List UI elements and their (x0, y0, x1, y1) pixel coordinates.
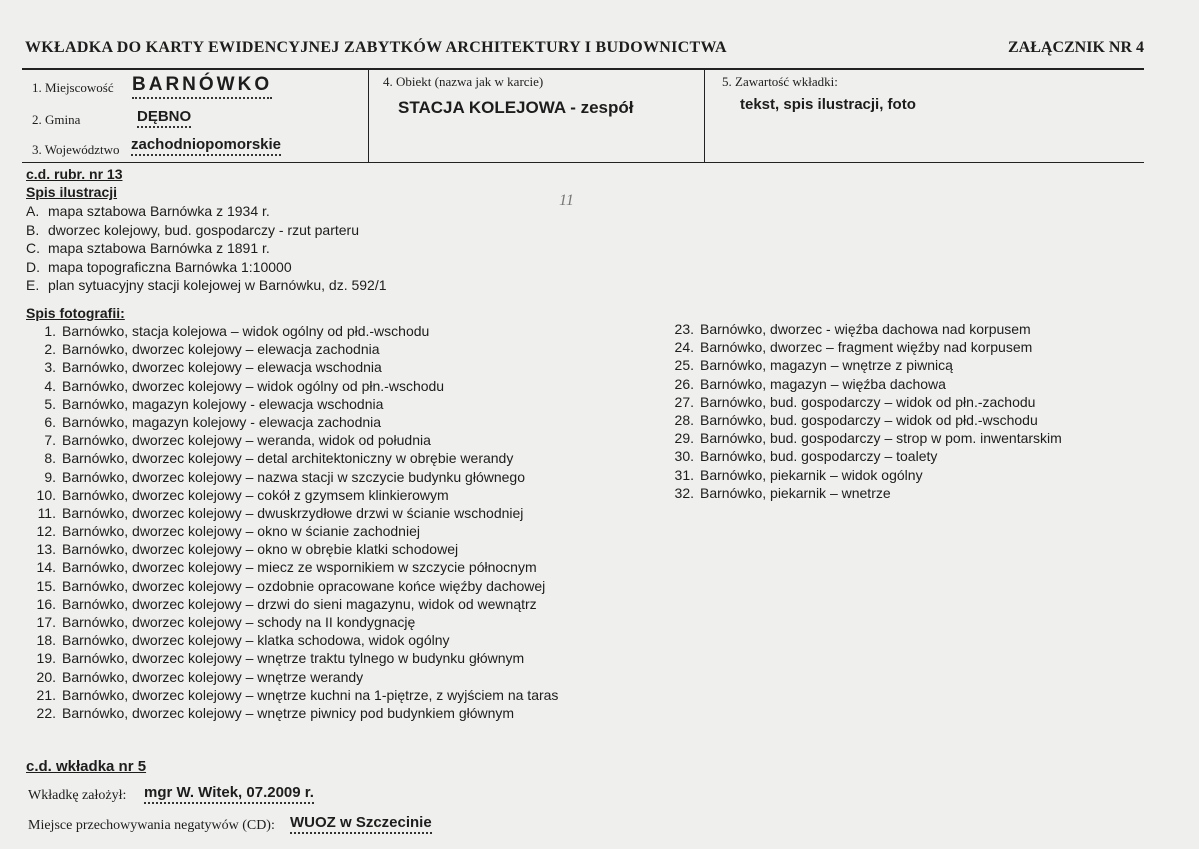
item-number: 29. (674, 430, 694, 447)
photos-list-left (26, 322, 558, 722)
continuation-heading: c.d. rubr. nr 13 (26, 166, 123, 182)
item-number: 8. (44, 450, 56, 467)
commune-value: DĘBNO (137, 108, 191, 128)
list-item (26, 522, 558, 540)
created-label: Wkładkę założył: (28, 788, 127, 803)
contents-value: tekst, spis ilustracji, foto (740, 96, 916, 113)
page-title: WKŁADKA DO KARTY EWIDENCYJNEJ ZABYTKÓW ARCHITEKTURY I BUDOWNICTWA (25, 39, 727, 56)
item-number: 20. (36, 668, 56, 685)
item-text: Barnówko, piekarnik – widok ogólny (700, 466, 923, 483)
table-divider-1 (368, 69, 369, 163)
list-item (26, 239, 387, 258)
item-number: 6. (44, 413, 56, 430)
item-text: Barnówko, dworzec kolejowy – okno w ścianie zachodniej (62, 523, 420, 540)
list-item (26, 358, 558, 376)
list-item (664, 484, 1062, 502)
item-number: 32. (674, 484, 694, 501)
item-text: Barnówko, dworzec kolejowy – widok ogólny od płn.-wschodu (62, 377, 445, 394)
item-text: Barnówko, dworzec kolejowy – weranda, widok od południa (62, 432, 431, 449)
item-text: Barnówko, magazyn – więźba dachowa (700, 375, 946, 392)
list-item (26, 431, 558, 449)
list-item (26, 595, 558, 613)
item-number: 12. (36, 523, 56, 540)
item-text: Barnówko, bud. gospodarczy – widok od płd.-wschodu (700, 411, 1038, 428)
item-number: 10. (36, 486, 56, 503)
item-text: Barnówko, bud. gospodarczy – strop w pom. inwentarskim (700, 430, 1062, 447)
item-number: 3. (44, 359, 56, 376)
list-item (26, 395, 558, 413)
illustrations-list (26, 202, 387, 295)
item-text: Barnówko, dworzec kolejowy – okno w obrębie klatki schodowej (62, 541, 459, 558)
list-item (26, 558, 558, 576)
list-item (26, 322, 558, 340)
attachment-number: ZAŁĄCZNIK NR 4 (1007, 39, 1144, 56)
item-number: 7. (44, 432, 56, 449)
list-item (26, 540, 558, 558)
voivodeship-label: 3. Województwo (32, 142, 120, 157)
storage-value: WUOZ w Szczecinie (290, 814, 432, 834)
list-item (26, 340, 558, 358)
list-item (26, 631, 558, 649)
list-item (664, 356, 1062, 374)
item-number: 2. (44, 341, 56, 358)
illustrations-heading: Spis ilustracji (26, 184, 118, 200)
list-item (26, 486, 558, 504)
item-number: 26. (674, 375, 694, 392)
item-text: Barnówko, dworzec - więźba dachowa nad korpusem (700, 321, 1031, 337)
list-item (26, 504, 558, 522)
list-item (26, 649, 558, 667)
list-item (26, 449, 558, 467)
item-number: 15. (36, 577, 56, 594)
item-text: plan sytuacyjny stacji kolejowej w Barnówku, dz. 592/1 (48, 277, 387, 294)
item-text: Barnówko, dworzec kolejowy – klatka schodowa, widok ogólny (62, 632, 450, 649)
commune-label: 2. Gmina (32, 112, 81, 127)
item-text: Barnówko, dworzec kolejowy – schody na II kondygnację (62, 614, 416, 630)
created-value: mgr W. Witek, 07.2009 r. (144, 784, 314, 804)
storage-label: Miejsce przechowywania negatywów (CD): (28, 818, 275, 833)
list-item (26, 668, 558, 686)
list-item (26, 221, 387, 240)
item-number: 16. (36, 595, 56, 612)
list-item (664, 429, 1062, 447)
list-item (26, 686, 558, 704)
place-value: BARNÓWKO (132, 74, 272, 99)
item-number: 28. (674, 411, 694, 428)
list-item (664, 466, 1062, 484)
item-number: 21. (36, 686, 56, 703)
item-text: Barnówko, dworzec kolejowy – wnętrze traktu tylnego w budynku głównym (62, 650, 525, 667)
table-bottom-border (22, 162, 1144, 163)
item-number: 25. (674, 357, 694, 374)
next-insert-heading: c.d. wkładka nr 5 (26, 758, 147, 775)
item-text: Barnówko, bud. gospodarczy – widok od płn.-zachodu (700, 393, 1036, 410)
table-top-border (22, 68, 1144, 70)
item-text: Barnówko, bud. gospodarczy – toalety (700, 448, 938, 465)
item-number: 4. (44, 377, 56, 394)
table-divider-2 (704, 69, 705, 163)
item-number: 22. (36, 704, 56, 721)
object-label: 4. Obiekt (nazwa jak w karcie) (383, 74, 544, 89)
item-text: Barnówko, magazyn – wnętrze z piwnicą (700, 357, 953, 374)
item-text: Barnówko, dworzec kolejowy – nazwa stacji w szczycie budynku głównego (62, 468, 525, 485)
item-text: Barnówko, piekarnik – wnetrze (700, 484, 891, 501)
item-number: 31. (674, 466, 694, 483)
photos-heading: Spis fotografii: (26, 305, 125, 321)
item-text: Barnówko, dworzec – fragment więźby nad korpusem (700, 339, 1033, 356)
item-text: Barnówko, dworzec kolejowy – wnętrze piwnicy pod budynkiem głównym (62, 704, 515, 721)
item-text: Barnówko, magazyn kolejowy - elewacja zachodnia (62, 413, 382, 430)
item-text: Barnówko, stacja kolejowa – widok ogólny od płd.-wschodu (62, 323, 430, 339)
item-number: C. (26, 240, 40, 257)
list-item (664, 375, 1062, 393)
photos-list-right (664, 320, 1062, 502)
contents-label: 5. Zawartość wkładki: (722, 74, 838, 89)
list-item (26, 202, 387, 221)
item-number: D. (26, 258, 40, 275)
item-number: 17. (36, 614, 56, 630)
item-text: Barnówko, dworzec kolejowy – wnętrze kuchni na 1-piętrze, z wyjściem na taras (62, 686, 559, 703)
item-number: 30. (674, 448, 694, 465)
list-item (26, 413, 558, 431)
voivodeship-value: zachodniopomorskie (131, 136, 281, 156)
item-number: A. (26, 203, 40, 219)
item-number: 11. (37, 504, 56, 521)
item-number: E. (26, 277, 40, 294)
item-text: Barnówko, dworzec kolejowy – drzwi do sieni magazynu, widok od wewnątrz (62, 595, 537, 612)
handwritten-mark: 11 (559, 192, 574, 209)
item-text: mapa topograficzna Barnówka 1:10000 (48, 258, 292, 275)
item-number: 1. (44, 323, 56, 339)
item-number: 14. (36, 559, 56, 576)
item-number: 19. (36, 650, 56, 667)
item-number: 24. (674, 339, 694, 356)
item-number: 23. (674, 321, 694, 337)
item-number: 27. (674, 393, 694, 410)
item-text: Barnówko, dworzec kolejowy – elewacja wschodnia (62, 359, 382, 376)
item-text: dworzec kolejowy, bud. gospodarczy - rzut parteru (48, 221, 359, 238)
item-number: 5. (44, 395, 56, 412)
item-text: Barnówko, dworzec kolejowy – wnętrze werandy (62, 668, 364, 685)
list-item (664, 338, 1062, 356)
item-text: Barnówko, dworzec kolejowy – detal architektoniczny w obrębie werandy (62, 450, 514, 467)
list-item (26, 276, 387, 295)
item-text: Barnówko, dworzec kolejowy – ozdobnie opracowane końce więźby dachowej (62, 577, 546, 594)
list-item (26, 258, 387, 277)
item-text: Barnówko, dworzec kolejowy – cokół z gzymsem klinkierowym (62, 486, 449, 503)
list-item (26, 377, 558, 395)
list-item (26, 704, 558, 722)
list-item (664, 447, 1062, 465)
list-item (664, 393, 1062, 411)
object-value: STACJA KOLEJOWA - zespół (398, 98, 634, 117)
item-text: Barnówko, dworzec kolejowy – elewacja zachodnia (62, 341, 380, 358)
list-item (26, 613, 558, 631)
item-text: Barnówko, dworzec kolejowy – dwuskrzydłowe drzwi w ścianie wschodniej (62, 504, 524, 521)
item-number: 9. (44, 468, 56, 485)
list-item (664, 320, 1062, 338)
list-item (664, 411, 1062, 429)
item-text: Barnówko, magazyn kolejowy - elewacja wschodnia (62, 395, 384, 412)
item-number: 18. (36, 632, 56, 649)
item-number: B. (26, 221, 40, 238)
list-item (26, 468, 558, 486)
item-number: 13. (36, 541, 56, 558)
item-text: mapa sztabowa Barnówka z 1891 r. (48, 240, 270, 257)
item-text: mapa sztabowa Barnówka z 1934 r. (48, 203, 270, 219)
item-text: Barnówko, dworzec kolejowy – miecz ze wspornikiem w szczycie północnym (62, 559, 537, 576)
place-label: 1. Miejscowość (32, 80, 114, 95)
list-item (26, 577, 558, 595)
